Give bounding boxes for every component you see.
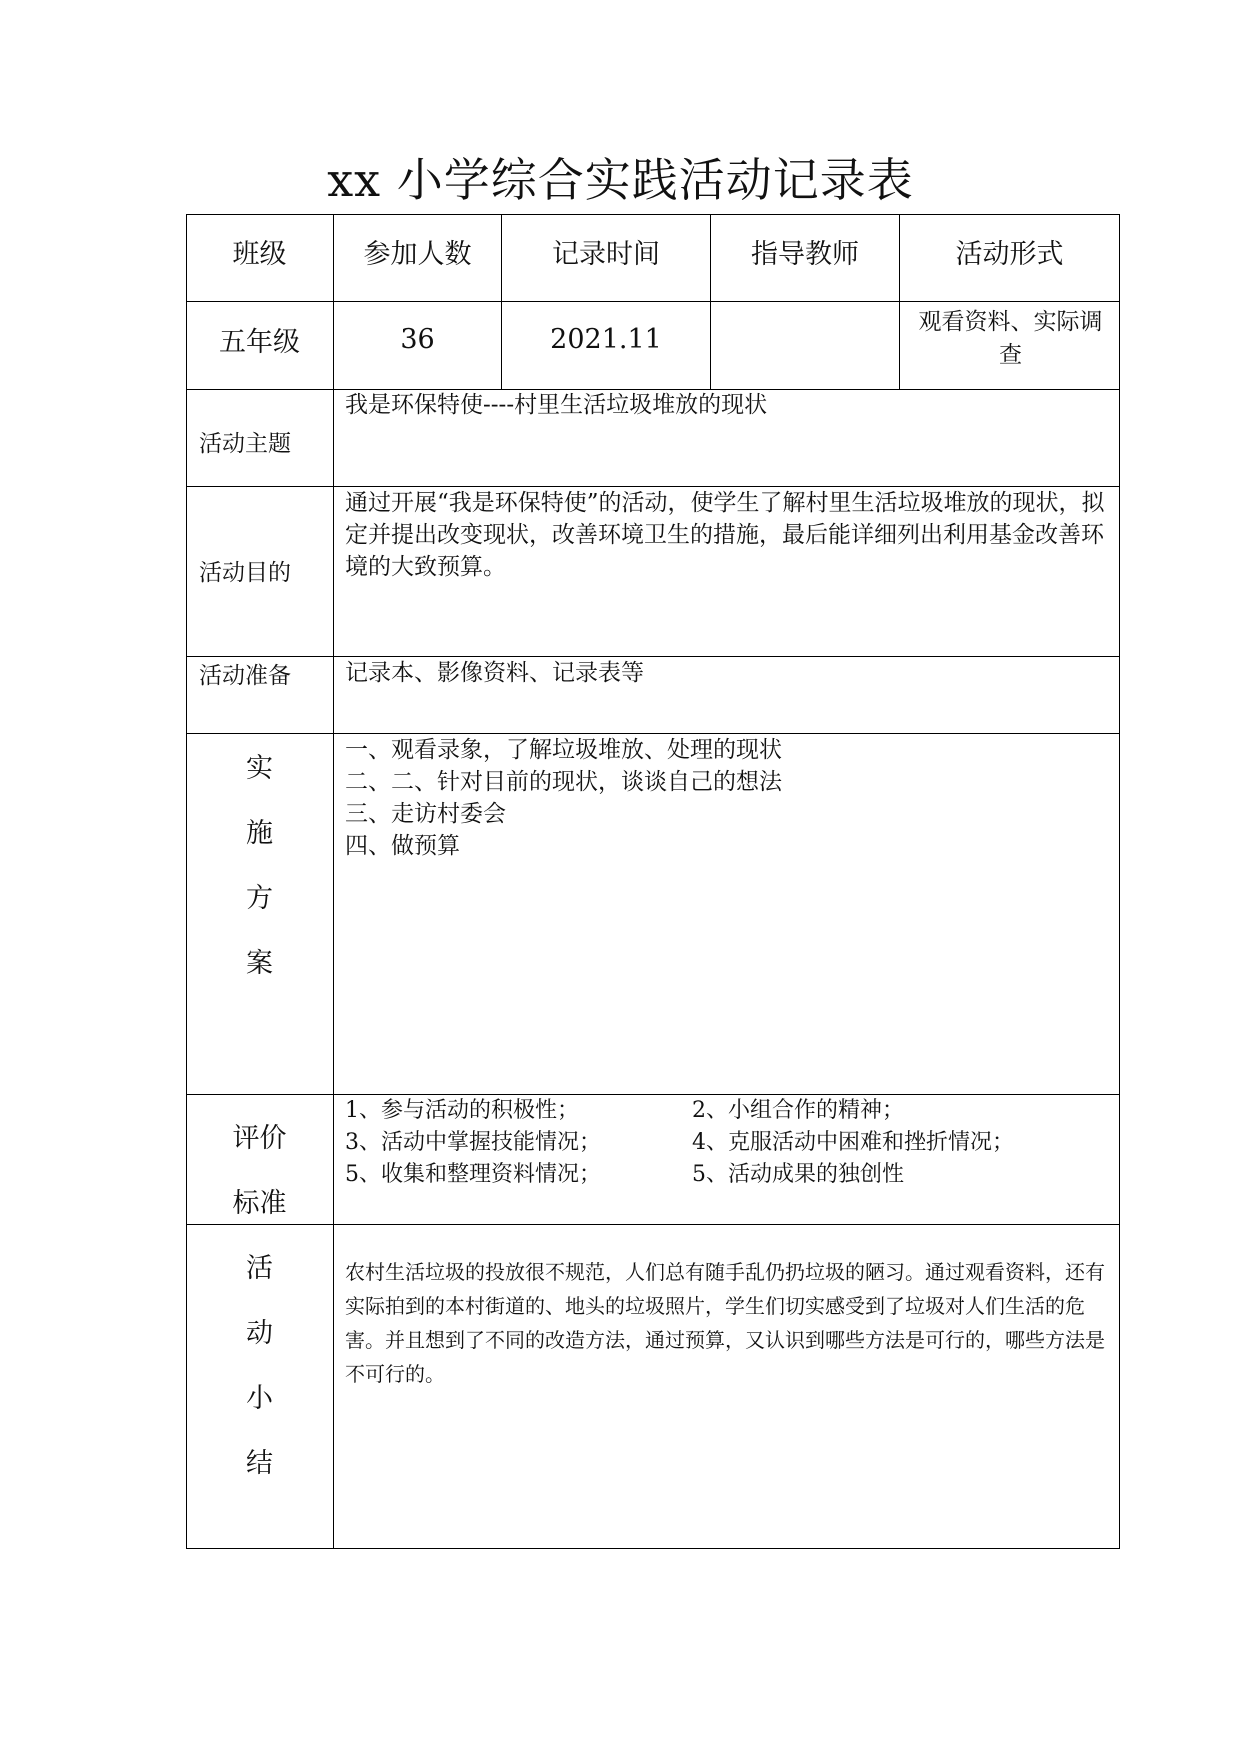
summary-text: 农村生活垃圾的投放很不规范，人们总有随手乱仍扔垃圾的陋习。通过观看资料，还有实际拍到的本村街道的、地头的垃圾照片，学生们切实感受到了垃圾对人们生活的危害。并且想到了不同的改造方法，通过预算，又认识到哪些方法是可行的，哪些方法是不可行的。 [345, 1260, 1105, 1386]
evaluation-label-line: 标准 [232, 1188, 287, 1219]
preparation-text: 记录本、影像资料、记录表等 [345, 660, 644, 686]
criterion-item: 1、参与活动的积极性； [345, 1098, 579, 1123]
summary-label-char: 小 [246, 1383, 273, 1414]
list-item: 三、走访村委会 [345, 801, 506, 827]
list-item: 四、做预算 [345, 833, 460, 859]
plan-label-char: 方 [246, 883, 273, 914]
criterion-item: 3、活动中掌握技能情况； [345, 1130, 601, 1155]
preparation-label: 活动准备 [199, 663, 291, 689]
theme-text: 我是环保特使----村里生活垃圾堆放的现状 [345, 392, 768, 418]
page-title: xx 小学综合实践活动记录表 [327, 153, 914, 207]
criterion-item: 5、收集和整理资料情况； [345, 1162, 601, 1187]
plan-label-char: 案 [246, 948, 273, 979]
record-time-value: 2021.11 [550, 323, 662, 355]
activity-record-table [186, 214, 1120, 1549]
evaluation-label-line: 评价 [232, 1123, 287, 1154]
purpose-label: 活动目的 [199, 560, 291, 586]
header-record-time: 记录时间 [552, 238, 660, 270]
header-instructor: 指导教师 [751, 238, 859, 270]
criterion-item: 4、克服活动中困难和挫折情况； [692, 1130, 1014, 1155]
summary-label-char: 活 [246, 1253, 273, 1284]
summary-label-char: 动 [246, 1318, 273, 1349]
theme-label: 活动主题 [199, 431, 291, 457]
header-class: 班级 [232, 238, 287, 270]
plan-label-char: 施 [246, 818, 273, 849]
plan-label-char: 实 [246, 753, 273, 784]
list-item: 一、观看录象，了解垃圾堆放、处理的现状 [345, 737, 782, 763]
format-value: 观看资料、实际调查 [918, 309, 1103, 368]
class-value: 五年级 [219, 326, 300, 358]
evaluation-label [186, 1106, 333, 1236]
table-border-line [1119, 214, 1120, 1549]
plan-steps [345, 734, 1115, 862]
table-border-line [186, 1548, 1120, 1549]
plan-label [186, 736, 333, 996]
header-participants: 参加人数 [363, 238, 472, 270]
table-border-line [333, 214, 334, 1549]
header-format: 活动形式 [955, 238, 1064, 270]
participants-value: 36 [400, 323, 435, 355]
summary-label-char: 结 [246, 1448, 273, 1479]
criterion-item: 5、活动成果的独创性 [692, 1162, 904, 1187]
purpose-text: 通过开展“我是环保特使”的活动，使学生了解村里生活垃圾堆放的现状，拟定并提出改变现状，改善环境卫生的措施，最后能详细列出利用基金改善环境的大致预算。 [345, 490, 1105, 580]
summary-label [186, 1236, 333, 1496]
table-border-line [186, 1094, 1120, 1095]
instructor-value [711, 302, 899, 376]
criterion-item: 2、小组合作的精神； [692, 1098, 904, 1123]
list-item: 二、二、针对目前的现状，谈谈自己的想法 [345, 769, 782, 795]
